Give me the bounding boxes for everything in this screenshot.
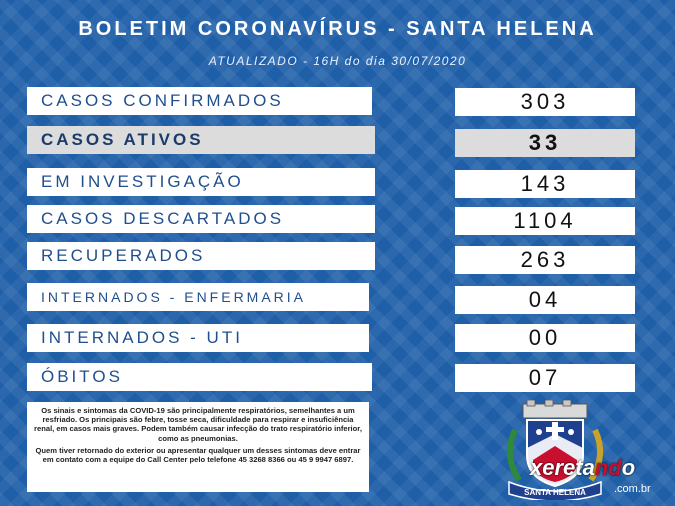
- value-ward-hospitalized: 04: [455, 286, 635, 314]
- watermark-domain: .com.br: [614, 483, 651, 495]
- value-active-cases: 33: [455, 129, 635, 157]
- watermark-logo: [530, 455, 635, 481]
- contact-paragraph: Quem tiver retornado do exterior ou apresentar qualquer um desses sintomas deve entrar em contato com a equipe do Call Center pelo telefone 45 3268 8366 ou 45 9 9947 6897.: [35, 445, 361, 465]
- watermark-name: xereta: [530, 455, 595, 480]
- value-icu-hospitalized: 00: [455, 324, 635, 352]
- label-icu-hospitalized: INTERNADOS - UTI: [27, 324, 369, 352]
- label-discarded: CASOS DESCARTADOS: [27, 205, 375, 233]
- watermark-name-accent: nd: [594, 455, 622, 480]
- value-discarded: 1104: [455, 207, 635, 235]
- symptoms-paragraph: Os sinais e sintomas da COVID-19 são principalmente respiratórios, semelhantes a um resfriado. Os principais são febre, tosse seca, dificuldade para respirar e insuficiência renal, em casos mais graves. Podem também causar infecção do trato respiratório inferior, como as pneumonias.: [34, 406, 362, 443]
- label-ward-hospitalized: INTERNADOS - ENFERMARIA: [27, 283, 369, 311]
- value-recovered: 263: [455, 246, 635, 274]
- value-confirmed-cases: 303: [455, 88, 635, 116]
- label-investigation: EM INVESTIGAÇÃO: [27, 168, 375, 196]
- label-confirmed-cases: CASOS CONFIRMADOS: [27, 87, 372, 115]
- updated-timestamp: ATUALIZADO - 16H do dia 30/07/2020: [208, 54, 467, 68]
- value-deaths: 07: [455, 364, 635, 392]
- crest-banner-text: SANTA HELENA: [524, 488, 586, 497]
- label-active-cases: CASOS ATIVOS: [27, 126, 375, 154]
- symptoms-info-box: [27, 402, 369, 492]
- watermark-name-end: o: [621, 455, 636, 480]
- label-deaths: ÓBITOS: [27, 363, 372, 391]
- bulletin-title: BOLETIM CORONAVÍRUS - SANTA HELENA: [78, 18, 597, 40]
- santa-helena-crest-logo: [495, 400, 615, 500]
- value-investigation: 143: [455, 170, 635, 198]
- label-recovered: RECUPERADOS: [27, 242, 375, 270]
